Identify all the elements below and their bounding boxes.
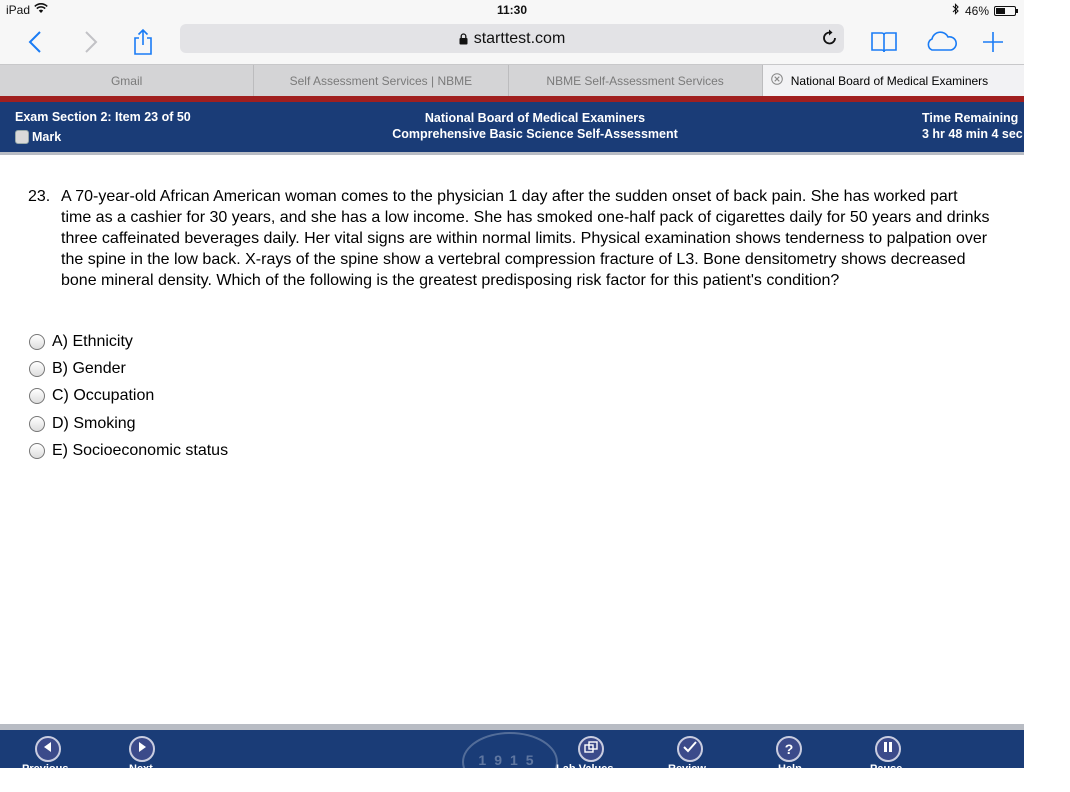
tab-self-assessment-services[interactable] (254, 65, 508, 96)
tab-bar (0, 64, 1024, 96)
help-button[interactable] (776, 736, 802, 762)
answer-option-a[interactable] (29, 328, 228, 355)
tab-close-icon[interactable] (771, 73, 783, 88)
tab-label: Self Assessment Services | NBME (289, 73, 473, 88)
forward-icon[interactable] (78, 24, 104, 60)
pause-icon (883, 740, 893, 758)
tab-label: Gmail (110, 73, 143, 88)
next-button[interactable] (129, 736, 155, 762)
lock-icon (459, 33, 468, 45)
answer-option-d[interactable] (29, 410, 228, 437)
back-icon[interactable] (22, 24, 48, 60)
review-label[interactable]: Review (668, 763, 706, 775)
pause-button[interactable] (875, 736, 901, 762)
bottom-nav-bar (0, 730, 1024, 775)
pause-label[interactable]: Pause (870, 763, 903, 775)
lab-values-label[interactable]: Lab Values (556, 763, 614, 775)
previous-icon (42, 740, 54, 758)
bookmarks-icon[interactable] (868, 24, 900, 60)
status-bar (0, 0, 1024, 20)
tab-label: NBME Self-Assessment Services (546, 73, 724, 88)
tab-nbme-self-assessment[interactable] (509, 65, 763, 96)
help-label[interactable]: Help (778, 763, 802, 775)
exam-title-block (0, 110, 1070, 142)
header-divider (0, 152, 1024, 155)
question-block (28, 186, 992, 291)
status-right (952, 3, 1016, 18)
browser-toolbar (0, 20, 1024, 64)
exam-header (0, 102, 1024, 152)
new-tab-icon[interactable] (980, 24, 1006, 60)
time-label: Time Remaining (922, 111, 1019, 125)
exam-section-label: Exam Section 2: Item 23 of 50 (15, 110, 191, 124)
org-title: National Board of Medical Examiners (424, 111, 646, 125)
battery-icon (994, 6, 1016, 16)
option-label: E) Socioeconomic status (52, 441, 229, 459)
url-text: starttest.com (473, 29, 566, 47)
previous-button[interactable] (35, 736, 61, 762)
answer-option-b[interactable] (29, 355, 228, 382)
next-label[interactable]: Next (129, 763, 153, 775)
reload-icon[interactable] (822, 28, 838, 51)
status-time: 11:30 (496, 3, 528, 17)
previous-label[interactable]: Previous (22, 763, 69, 775)
address-bar[interactable] (180, 24, 844, 53)
radio-button[interactable] (29, 361, 45, 377)
radio-button[interactable] (29, 416, 45, 432)
option-label: B) Gender (52, 359, 126, 377)
next-icon (136, 740, 148, 758)
time-value: 3 hr 48 min 4 sec (922, 127, 1023, 141)
answer-options (29, 328, 228, 464)
time-remaining (922, 110, 1023, 142)
option-label: A) Ethnicity (52, 332, 133, 350)
tab-label: National Board of Medical Examiners (790, 73, 989, 88)
option-label: D) Smoking (52, 414, 136, 432)
icloud-tabs-icon[interactable] (922, 24, 960, 60)
mark-label: Mark (32, 130, 62, 144)
answer-option-c[interactable] (29, 383, 228, 410)
radio-button[interactable] (29, 388, 45, 404)
question-stem: A 70-year-old African American woman comes to the physician 1 day after the sudden onset of back pain. She has worked part time as a cashier for 30 years, and she has a low income. She has smoked one-half pack of cigarettes daily for 50 years and drinks three caffeinated beverages daily. Her vital signs are within normal limits. Physical examination shows tenderness to palpation over the spine in the low back. X-rays of the spine show a vertebral compression fracture of L3. Bone densitometry shows decreased bone mineral density. Which of the following is the greatest predisposing risk factor for this patient's condition? (61, 188, 990, 289)
question-number: 23. (28, 188, 51, 205)
lab-values-button[interactable] (578, 736, 604, 762)
tab-gmail[interactable] (0, 65, 254, 96)
radio-button[interactable] (29, 443, 45, 459)
device-name: iPad (6, 3, 31, 17)
share-icon[interactable] (130, 24, 156, 60)
lab-values-icon (584, 740, 598, 758)
option-label: C) Occupation (52, 387, 155, 405)
tab-national-board[interactable] (763, 65, 1024, 96)
radio-button[interactable] (29, 334, 45, 350)
nbme-seal: 1915 (462, 732, 558, 792)
bluetooth-icon (952, 3, 960, 18)
checkmark-icon (683, 740, 697, 758)
battery-percent: 46% (964, 3, 989, 18)
exam-title: Comprehensive Basic Science Self-Assessment (392, 127, 678, 141)
help-icon: ? (784, 741, 794, 757)
review-button[interactable] (677, 736, 703, 762)
answer-option-e[interactable] (29, 437, 228, 464)
